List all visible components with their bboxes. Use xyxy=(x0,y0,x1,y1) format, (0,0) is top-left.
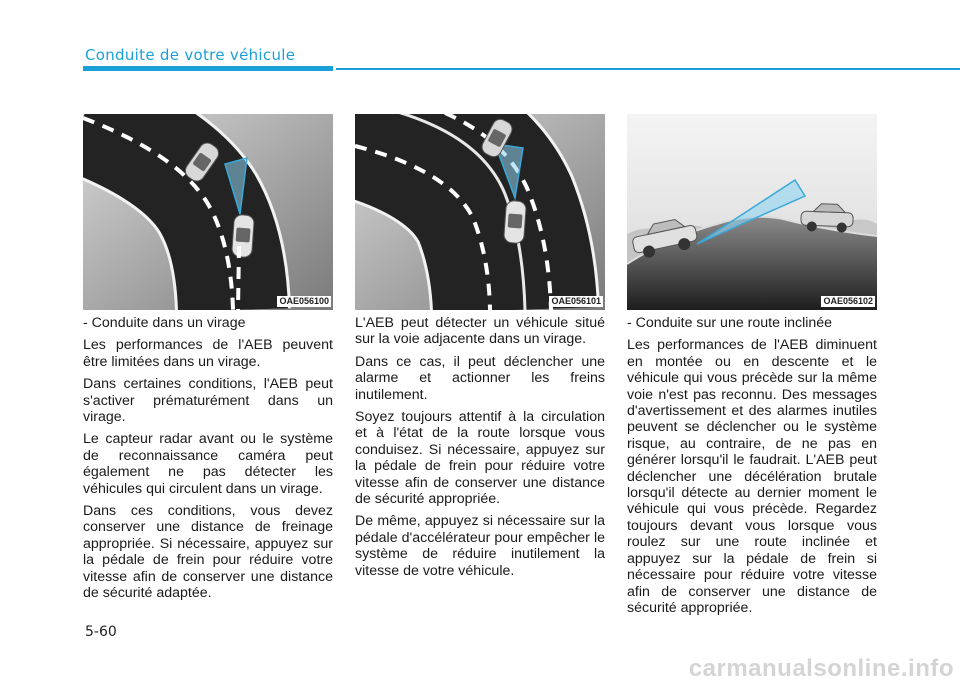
paragraph: Dans certaines conditions, l'AEB peut s'activer prématurément dans un virage. xyxy=(83,376,333,426)
text-column-1 xyxy=(83,315,333,608)
car-own xyxy=(232,214,255,257)
figure-code: OAE056102 xyxy=(823,296,873,306)
paragraph: Les performances de l'AEB peuvent être limitées dans un virage. xyxy=(83,337,333,370)
text-column-3 xyxy=(627,315,877,622)
watermark: carmanualsonline.info xyxy=(688,655,954,682)
figure-code: OAE056101 xyxy=(551,296,601,306)
paragraph: Soyez toujours attentif à la circulation et à l'état de la route lorsque vous conduisez. Si nécessaire, appuyez sur la pédale de frein pour réduire votre vitesse afin de conserver une distance de sécurité appropriée. xyxy=(355,409,605,508)
page-number: 5-60 xyxy=(85,624,117,640)
paragraph: - Conduite dans un virage xyxy=(83,315,246,331)
paragraph: Le capteur radar avant ou le système de reconnaissance caméra peut également ne pas détecter les véhicules qui circulent dans un virage. xyxy=(83,431,333,497)
figure-curve-road xyxy=(83,114,333,310)
figure-code: OAE056100 xyxy=(279,296,329,306)
figure-inclined-road xyxy=(627,114,877,310)
paragraph: Dans ce cas, il peut déclencher une alarme et actionner les freins inutilement. xyxy=(355,353,605,403)
paragraph: - Conduite sur une route inclinée xyxy=(627,315,833,331)
text-column-2 xyxy=(355,315,605,585)
paragraph: De même, appuyez si nécessaire sur la pédale d'accélérateur pour empêcher le système de réduire inutilement la vitesse de votre véhicule. xyxy=(355,513,605,579)
figure-adjacent-lane xyxy=(355,114,605,310)
paragraph: Dans ces conditions, vous devez conserver une distance de freinage appropriée. Si nécessaire, appuyez sur la pédale de frein pour réduire votre vitesse afin de conserver une distance de sécurité adaptée. xyxy=(83,503,333,602)
section-title: Conduite de votre véhicule xyxy=(85,46,296,64)
header-rule-thick xyxy=(83,66,333,71)
car-own xyxy=(504,200,527,243)
paragraph: Les performances de l'AEB diminuent en montée ou en descente et le véhicule qui vous précède sur la même voie n'est pas reconnu. Des messages d'avertissement et des alarmes inutiles peuvent se déclencher ou le système risque, au contraire, de ne pas en générer lorsqu'il le faudrait. L'AEB peut déclencher une décélération brutale lorsqu'il détecte au dernier moment le véhicule qui vous précède. Regardez toujours devant vous lorsque vous roulez sur une route inclinée et appuyez sur la pédale de frein si nécessaire pour réduire votre vitesse afin de conserver une distance de sécurité appropriée. xyxy=(627,337,877,616)
header-rule-thin xyxy=(336,68,960,70)
paragraph: L'AEB peut détecter un véhicule situé sur la voie adjacente dans un virage. xyxy=(355,315,605,348)
